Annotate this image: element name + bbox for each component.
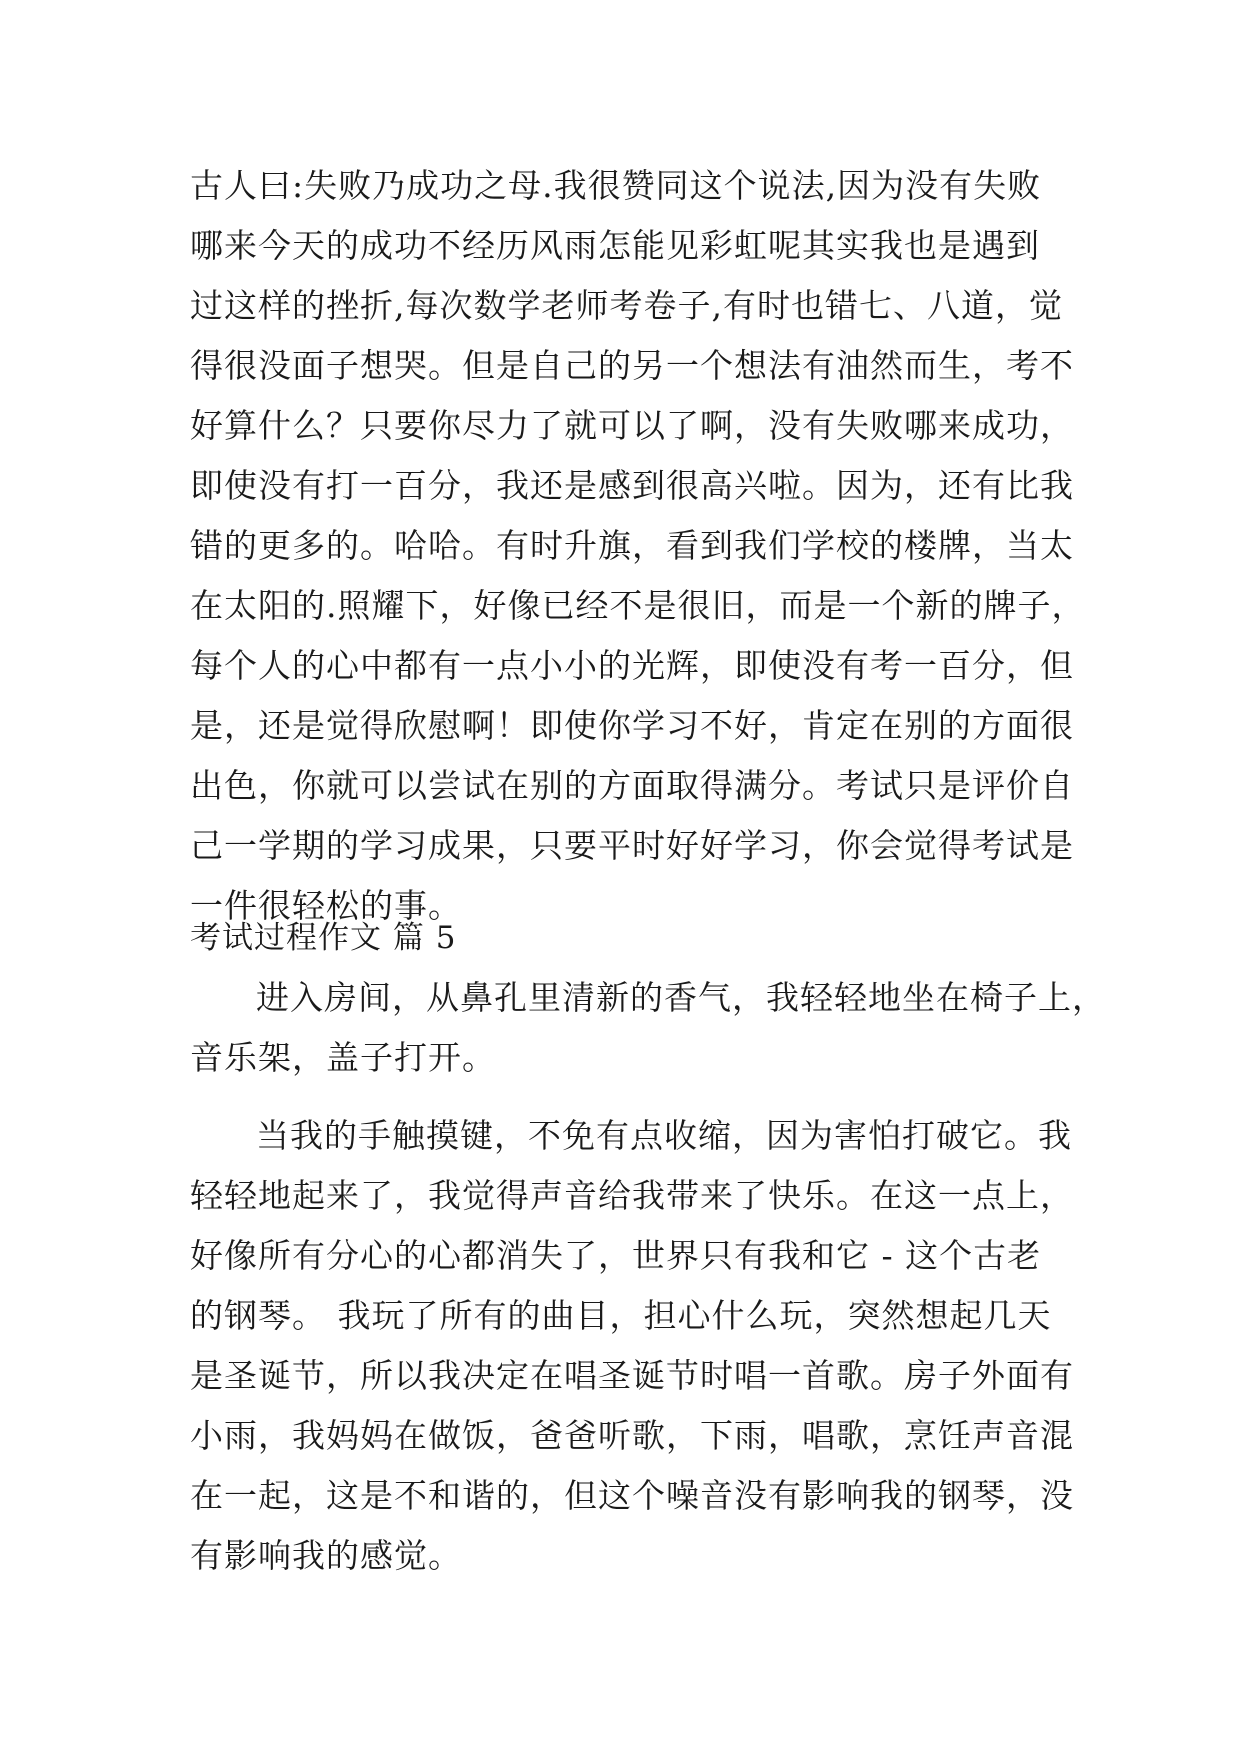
text-line: 轻轻地起来了，我觉得声音给我带来了快乐。在这一点上， <box>190 1176 1074 1215</box>
text-line: 哪来今天的成功不经历风雨怎能见彩虹呢其实我也是遇到 <box>190 226 1040 265</box>
text-line: 小雨，我妈妈在做饭，爸爸听歌，下雨，唱歌，烹饪声音混 <box>190 1416 1074 1455</box>
text-line: 在太阳的.照耀下，好像已经不是很旧，而是一个新的牌子， <box>190 586 1086 625</box>
text-line: 的钢琴。 我玩了所有的曲目，担心什么玩，突然想起几天 <box>190 1296 1052 1335</box>
text-line: 得很没面子想哭。但是自己的另一个想法有油然而生，考不 <box>190 346 1074 385</box>
text-line: 即使没有打一百分，我还是感到很高兴啦。因为，还有比我 <box>190 466 1074 505</box>
text-line: 己一学期的学习成果，只要平时好好学习，你会觉得考试是 <box>190 826 1074 865</box>
text-line: 音乐架，盖子打开。 <box>190 1038 496 1077</box>
text-line: 过这样的挫折,每次数学老师考卷子,有时也错七、八道，觉 <box>190 286 1063 325</box>
text-line: 在一起，这是不和谐的，但这个噪音没有影响我的钢琴，没 <box>190 1476 1074 1515</box>
text-line: 每个人的心中都有一点小小的光辉，即使没有考一百分，但 <box>190 646 1074 685</box>
text-line: 古人曰:失败乃成功之母.我很赞同这个说法,因为没有失败 <box>190 166 1042 205</box>
section-heading: 考试过程作文 篇 5 <box>190 920 457 956</box>
text-line: 进入房间，从鼻孔里清新的香气，我轻轻地坐在椅子上， <box>256 978 1106 1017</box>
text-line: 出色，你就可以尝试在别的方面取得满分。考试只是评价自 <box>190 766 1074 805</box>
text-line: 是圣诞节，所以我决定在唱圣诞节时唱一首歌。房子外面有 <box>190 1356 1074 1395</box>
text-line: 是，还是觉得欣慰啊！即使你学习不好，肯定在别的方面很 <box>190 706 1074 745</box>
text-line: 当我的手触摸键，不免有点收缩，因为害怕打破它。我 <box>256 1116 1072 1155</box>
paragraph-1 <box>190 156 1086 936</box>
text-line: 好算什么？只要你尽力了就可以了啊，没有失败哪来成功， <box>190 406 1074 445</box>
paragraph-3 <box>190 1106 1080 1586</box>
text-line: 有影响我的感觉。 <box>190 1536 462 1575</box>
text-line: 一件很轻松的事。 <box>190 886 462 925</box>
text-line: 错的更多的。哈哈。有时升旗，看到我们学校的楼牌，当太 <box>190 526 1074 565</box>
text-line: 好像所有分心的心都消失了，世界只有我和它 - 这个古老 <box>190 1236 1042 1275</box>
paragraph-2 <box>190 968 1106 1088</box>
